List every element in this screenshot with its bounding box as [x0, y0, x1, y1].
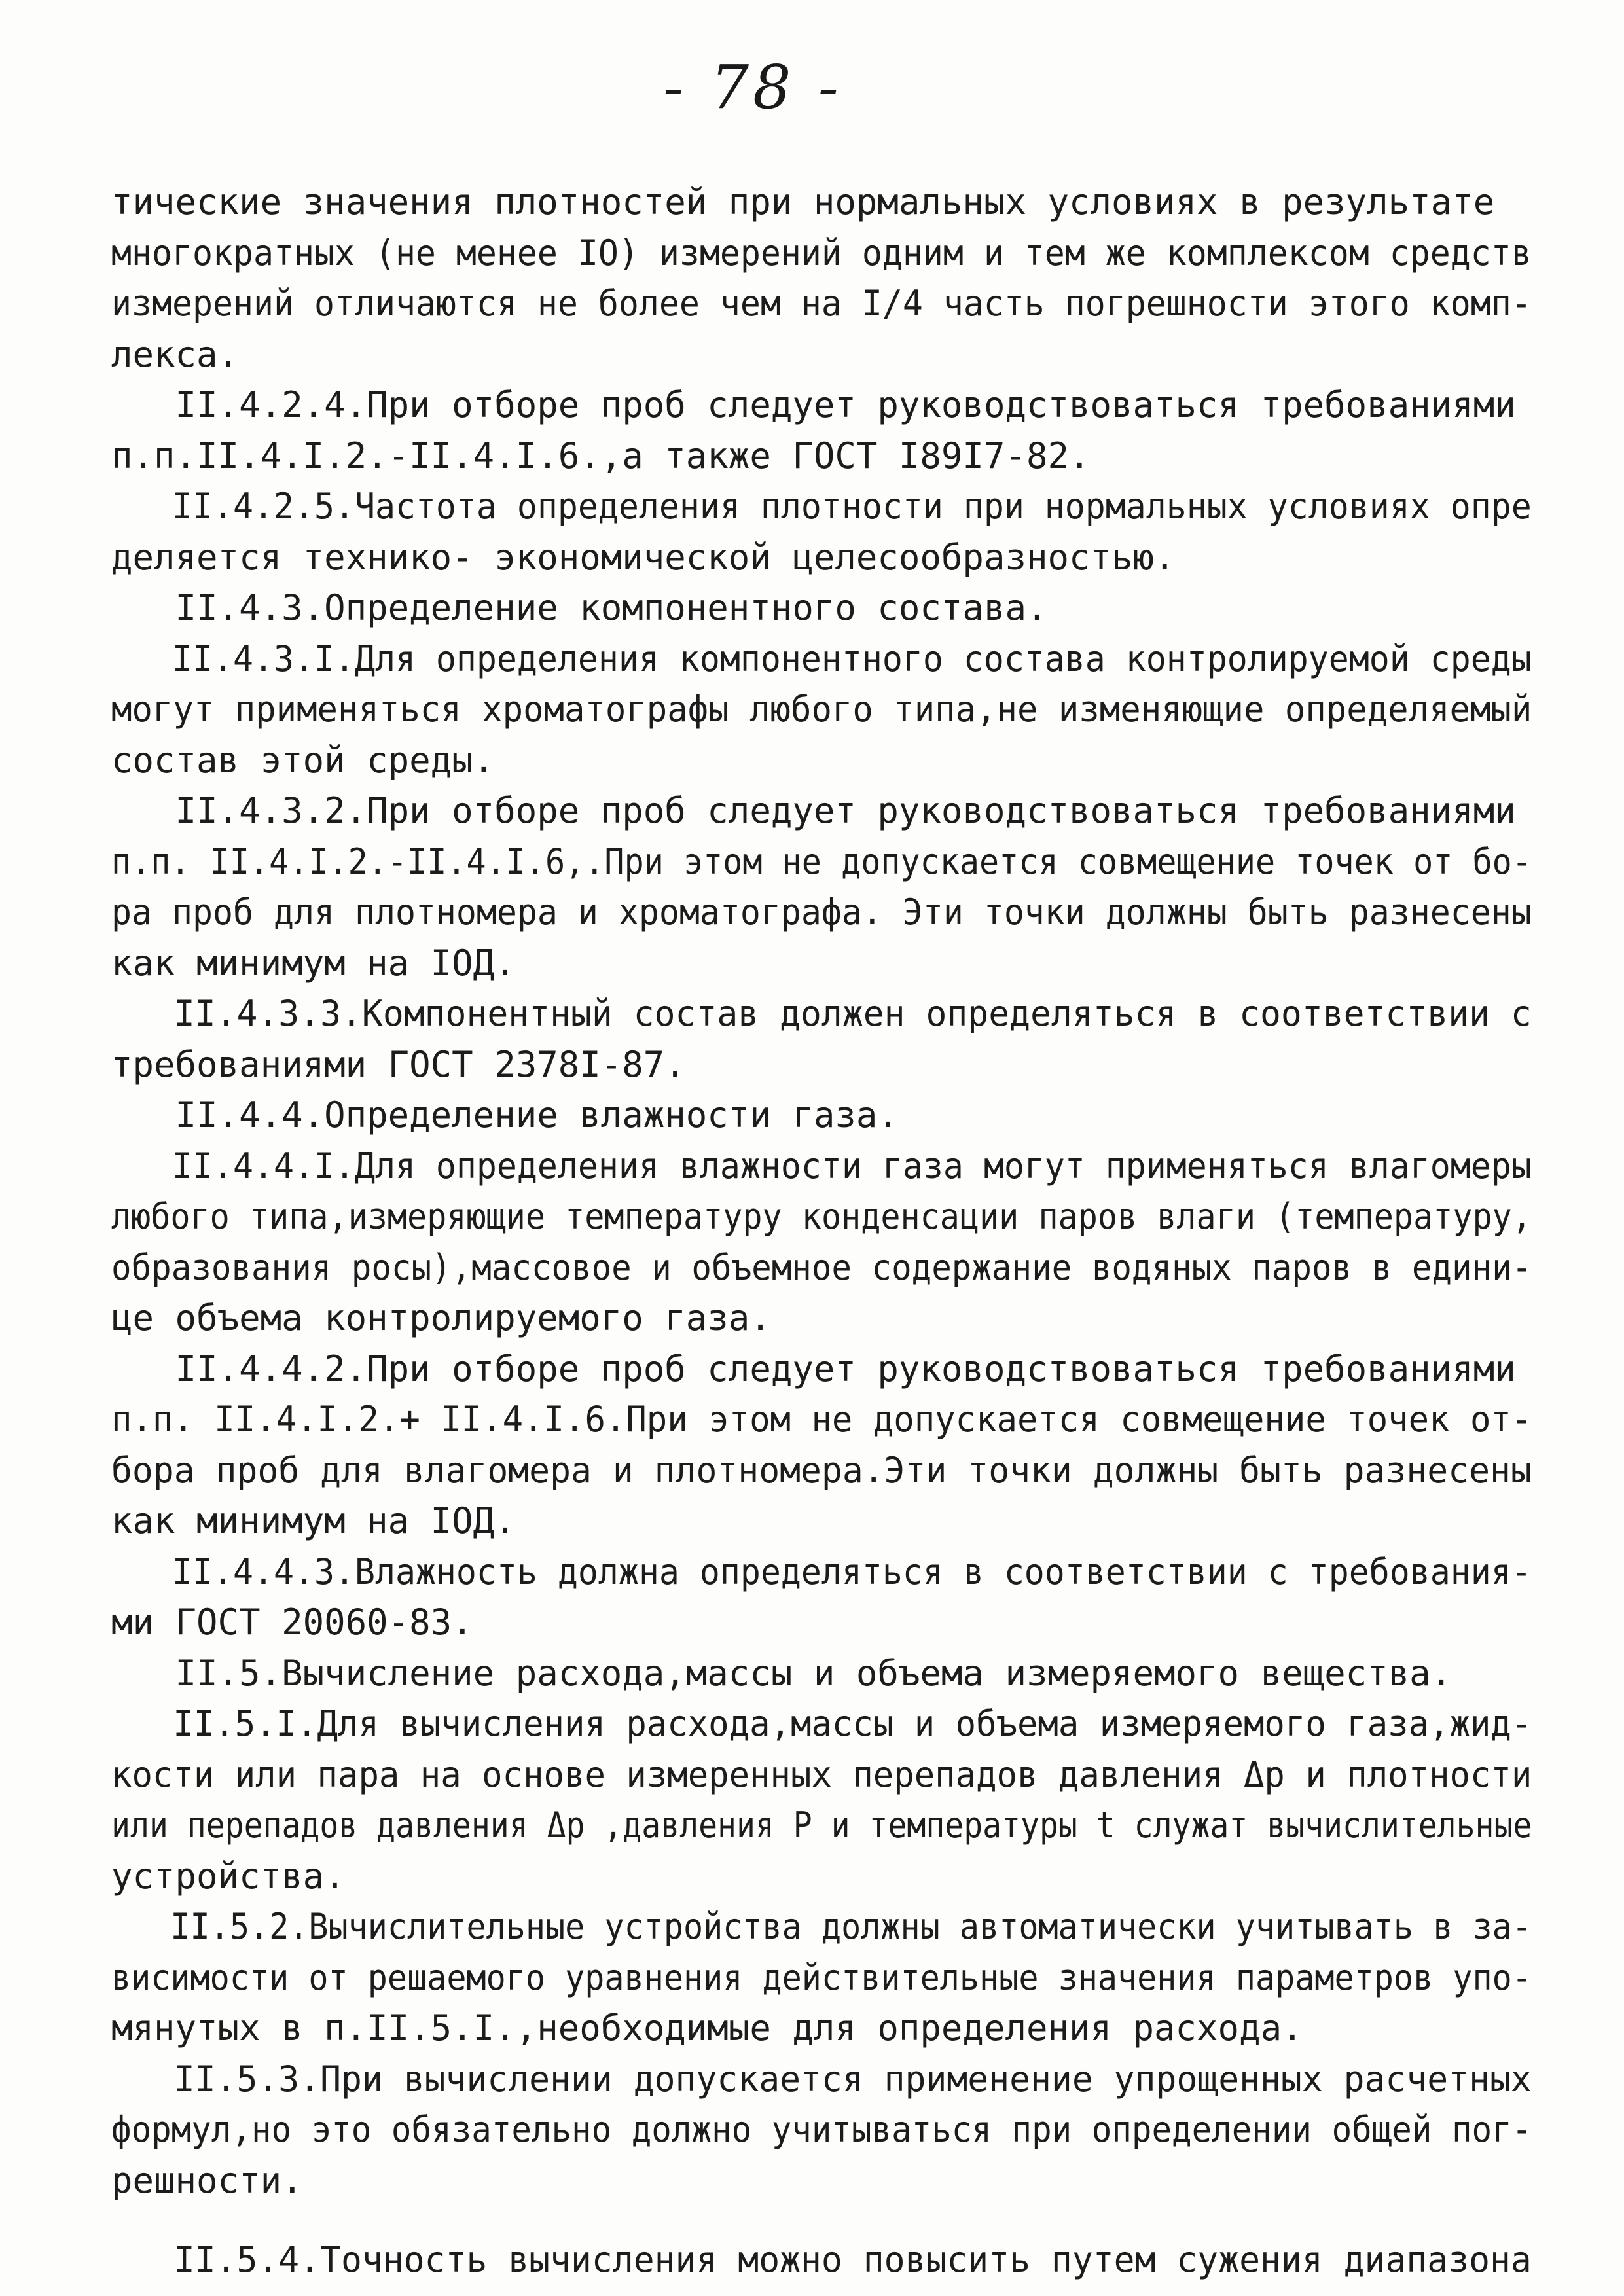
- page-number: - 78 -: [663, 52, 842, 122]
- text-line: п.п. II.4.I.2.-II.4.I.6,.При этом не допускается совмещение точек от бо-: [111, 840, 1532, 882]
- text-line: бора проб для влагомера и плотномера.Эти точки должны быть разнесены: [111, 1449, 1532, 1491]
- section-heading: II.5.Вычисление расхода,массы и объема измеряемого вещества.: [111, 1652, 1453, 1694]
- text-line: любого типа,измеряющие температуру конденсации паров влаги (температуру,: [111, 1196, 1532, 1237]
- text-line: требованиями ГОСТ 2378I-87.: [111, 1043, 686, 1085]
- text-line: образования росы),массовое и объемное содержание водяных паров в едини-: [111, 1246, 1532, 1288]
- text-line: лекса.: [111, 333, 240, 375]
- text-line: как минимум на IОД.: [111, 942, 516, 984]
- text-line: це объема контролируемого газа.: [111, 1297, 771, 1338]
- text-line: или перепадов давления Δp ,давления P и температуры t служат вычислительные: [111, 1804, 1532, 1846]
- text-line: ра проб для плотномера и хроматографа. Эти точки должны быть разнесены: [111, 891, 1532, 933]
- text-line: II.5.4.Точность вычисления можно повысить путем сужения диапазона: [111, 2239, 1532, 2280]
- paragraph-gap: [111, 2206, 1532, 2234]
- text-line: п.п. II.4.I.2.+ II.4.I.6.При этом не допускается совмещение точек от-: [111, 1399, 1532, 1440]
- text-line: могут применяться хроматографы любого типа,не изменяющие определяемый: [111, 689, 1532, 730]
- text-line: II.5.I.Для вычисления расхода,массы и объема измеряемого газа,жид-: [111, 1703, 1532, 1744]
- text-line: II.4.3.I.Для определения компонентного состава контролируемой среды: [111, 637, 1532, 679]
- text-line: формул,но это обязательно должно учитываться при определении общей пог-: [111, 2109, 1532, 2150]
- text-line: II.4.3.3.Компонентный состав должен определяться в соответствии с: [111, 993, 1532, 1034]
- text-line: II.4.2.4.При отборе проб следует руководствоваться требованиями: [111, 384, 1516, 425]
- text-line: тические значения плотностей при нормальных условиях в результате: [111, 181, 1495, 223]
- text-line: деляется технико- экономической целесообразностью.: [111, 536, 1176, 578]
- text-line: многократных (не менее IO) измерений одним и тем же комплексом средств: [111, 232, 1532, 274]
- section-heading: II.4.4.Определение влажности газа.: [111, 1094, 899, 1136]
- text-line: как минимум на IОД.: [111, 1500, 516, 1541]
- text-line: II.4.4.3.Влажность должна определяться в соответствии с требования-: [111, 1551, 1532, 1592]
- text-line: II.4.2.5.Частота определения плотности при нормальных условиях опре: [111, 486, 1532, 527]
- text-line: висимости от решаемого уравнения действительные значения параметров упо-: [111, 1956, 1532, 1998]
- document-text: [111, 177, 1532, 2286]
- text-line: II.5.2.Вычислительные устройства должны автоматически учитывать в за-: [111, 1906, 1532, 1947]
- section-heading: II.4.3.Определение компонентного состава.: [111, 587, 1048, 628]
- text-line: кости или пара на основе измеренных перепадов давления Δp и плотности: [111, 1753, 1532, 1795]
- text-line: II.4.4.2.При отборе проб следует руководствоваться требованиями: [111, 1348, 1516, 1390]
- text-line: II.5.3.При вычислении допускается применение упрощенных расчетных: [111, 2058, 1532, 2100]
- text-line: II.4.3.2.При отборе проб следует руководствоваться требованиями: [111, 790, 1516, 831]
- text-line: ми ГОСТ 20060-83.: [111, 1602, 473, 1643]
- text-line: состав этой среды.: [111, 739, 495, 781]
- text-line: решности.: [111, 2159, 303, 2201]
- text-line: мянутых в п.II.5.I.,необходимые для определения расхода.: [111, 2007, 1303, 2049]
- text-line: устройства.: [111, 1855, 346, 1897]
- text-line: измерений отличаются не более чем на I/4 часть погрешности этого комп-: [111, 283, 1532, 324]
- text-line: II.4.4.I.Для определения влажности газа могут применяться влагомеры: [111, 1145, 1532, 1187]
- text-line: п.п.II.4.I.2.-II.4.I.6.,а также ГОСТ I89I7-82.: [111, 435, 1091, 476]
